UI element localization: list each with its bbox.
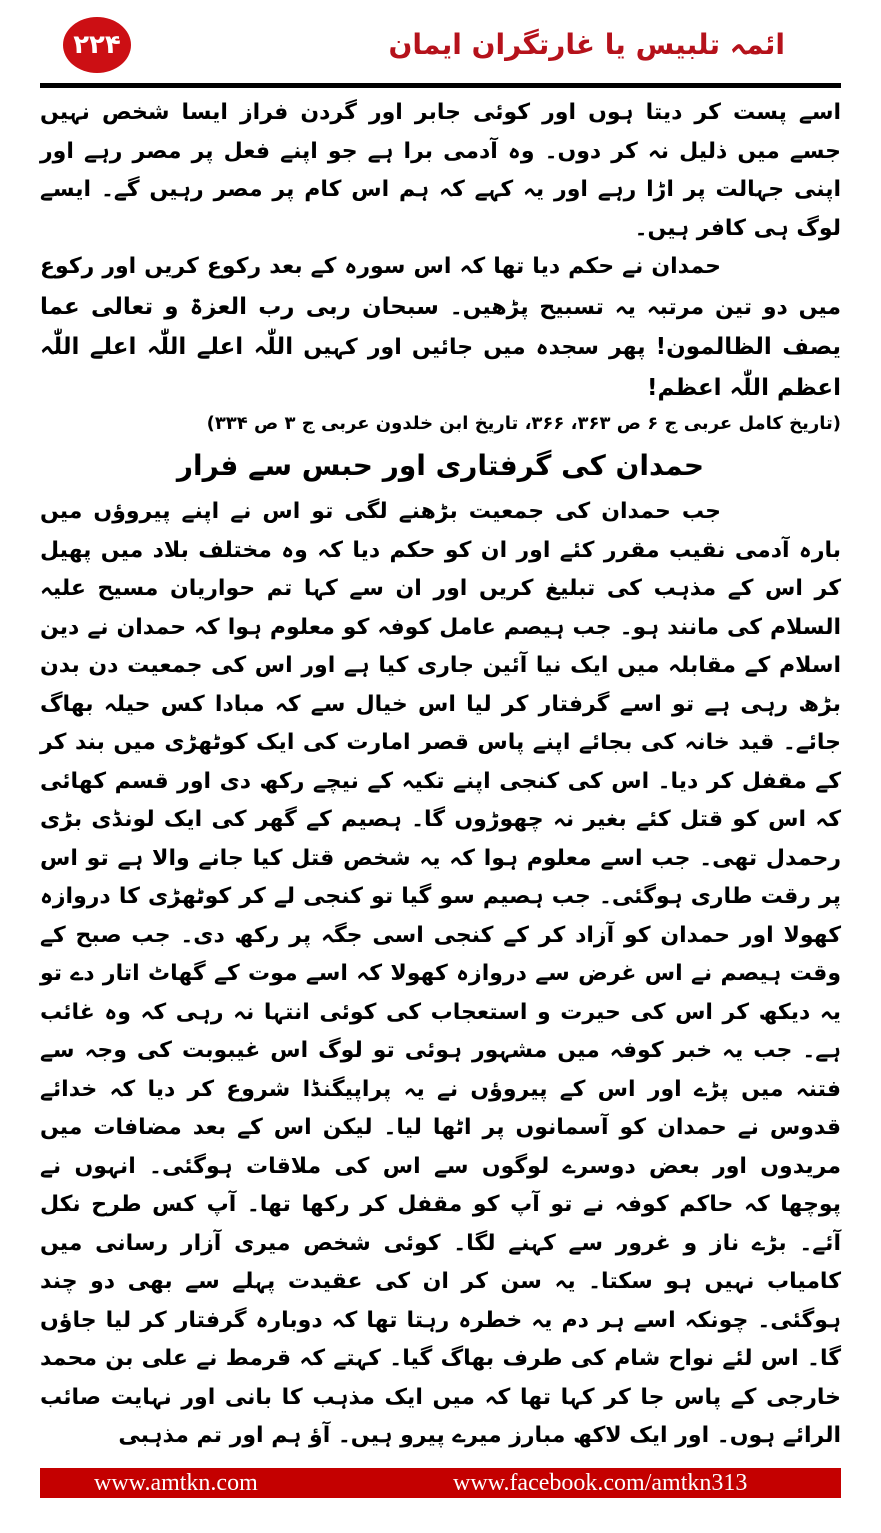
paragraph-3: جب حمدان کی جمعیت بڑھنے لگی تو اس نے اپنے پیروؤں میں بارہ آدمی نقیب مقرر کئے اور ان کو حکم دیا کہ وہ مختلف بلاد میں پھیل کر اس کے مذہب کی تبلیغ کریں اور ان سے کہا تم حواریان مسیح علیہ السلام کی مانند ہو۔ جب ہیصم عامل کوفہ کو معلوم ہوا کہ حمدان نے دین اسلام کے مقابلہ میں ایک نیا آئین جاری کیا ہے اور اس کی جمعیت دن بدن بڑھ رہی ہے تو اسے گرفتار کر لیا اس خیال سے کہ مبادا کس حیلہ بھاگ جائے۔ قید خانہ کی بجائے اپنے پاس قصر امارت کی ایک کوٹھڑی میں بند کر کے مقفل کر دیا۔ اس کی کنجی اپنے تکیہ کے نیچے رکھ دی اور قسم کھائی کہ اس کو قتل کئے بغیر نہ چھوڑوں گا۔ ہصیم کے گھر کی ایک لونڈی بڑی رحمدل تھی۔ جب اسے معلوم ہوا کہ یہ شخص قتل کیا جانے والا ہے تو اس پر رقت طاری ہوگئی۔ جب ہصیم سو گیا تو کنجی لے کر کوٹھڑی کا دروازہ کھولا اور حمدان کو آزاد کر کے کنجی اسی جگہ پر رکھ دی۔ جب صبح کے وقت ہیصم نے اس غرض سے دروازہ کھولا کہ اسے موت کے گھاٹ اتار دے تو یہ دیکھ کر اس کی حیرت و استعجاب کی کوئی انتہا نہ رہی کہ وہ غائب ہے۔ جب یہ خبر کوفہ میں مشہور ہوئی تو لوگ اس غیبوبت کی وجہ سے فتنہ میں پڑے اور اس کے پیروؤں نے یہ پراپیگنڈا شروع کر دیا کہ خدائے قدوس نے حمدان کو آسمانوں پر اٹھا لیا۔ لیکن اس کے بعد مضافات میں مریدوں اور بعض دوسرے لوگوں سے اس کی ملاقات ہوگئی۔ انہوں نے پوچھا کہ حاکم کوفہ نے تو آپ کو مقفل کر رکھا تھا۔ آپ کس طرح نکل آئے۔ بڑے ناز و غرور سے کہنے لگا۔ کوئی شخص میری آزار رسانی میں کامیاب نہیں ہو سکتا۔ یہ سن کر ان کی عقیدت پہلے سے بھی دو چند ہوگئی۔ چونکہ اسے ہر دم یہ خطرہ رہتا تھا کہ دوبارہ گرفتار کر لیا جاؤں گا۔ اس لئے نواح شام کی طرف بھاگ گیا۔ کہتے کہ قرمط نے علی بن محمد خارجی کے پاس جا کر کہا تھا کہ میں ایک مذہب کا بانی اور نہایت صائب الرائے ہوں۔ اور ایک لاکھ مبارز میرے پیرو ہیں۔ آؤ ہم اور تم مذہبی bbox=[40, 499, 841, 1449]
paragraph-2-mid: پھر سجدہ میں جائیں اور کہیں bbox=[303, 335, 646, 360]
citation: (تاریخ کامل عربی ج ۶ ص ۳۶۳، ۳۶۶، تاریخ ابن خلدون عربی ج ۳ ص ۳۳۴) bbox=[206, 413, 841, 434]
book-title: ائمہ تلبیس یا غارتگران ایمان bbox=[388, 28, 785, 61]
footer bbox=[0, 1456, 881, 1533]
page-number: ۲۲۴ bbox=[73, 30, 121, 60]
page-body bbox=[40, 94, 841, 1456]
header-divider bbox=[40, 83, 841, 88]
takbir-arabic: اللّٰہ اعلے اللّٰہ اعلے اللّٰہ اعظم اللّٰہ اعظم! bbox=[40, 334, 841, 401]
tasbih-arabic: سبحان ربی رب العزۃ و تعالی عما یصف الظالمون! bbox=[40, 293, 841, 360]
page-number-badge bbox=[63, 17, 131, 73]
website-link[interactable]: www.amtkn.com bbox=[94, 1469, 258, 1496]
paragraph-2 bbox=[40, 248, 841, 408]
facebook-link[interactable]: www.facebook.com/amtkn313 bbox=[453, 1469, 748, 1496]
page-header bbox=[0, 0, 881, 90]
paragraph-1: اسے پست کر دیتا ہوں اور کوئی جابر اور گردن فراز ایسا شخص نہیں جسے میں ذلیل نہ کر دوں۔ وہ آدمی برا ہے جو اپنے فعل پر مصر رہے اور اپنی جہالت پر اڑا رہے اور یہ کہے کہ ہم اس کام پر مصر رہیں گے۔ ایسے لوگ ہی کافر ہیں۔ bbox=[40, 100, 841, 241]
paragraph-2-intro: حمدان نے حکم دیا تھا کہ اس سورہ کے بعد رکوع کریں اور رکوع میں دو تین مرتبہ یہ تسبیح پڑھیں۔ bbox=[40, 254, 842, 320]
footer-bar bbox=[40, 1468, 841, 1498]
section-heading bbox=[40, 444, 841, 489]
section-heading-text: حمدان کی گرفتاری اور حبس سے فرار bbox=[176, 449, 705, 483]
